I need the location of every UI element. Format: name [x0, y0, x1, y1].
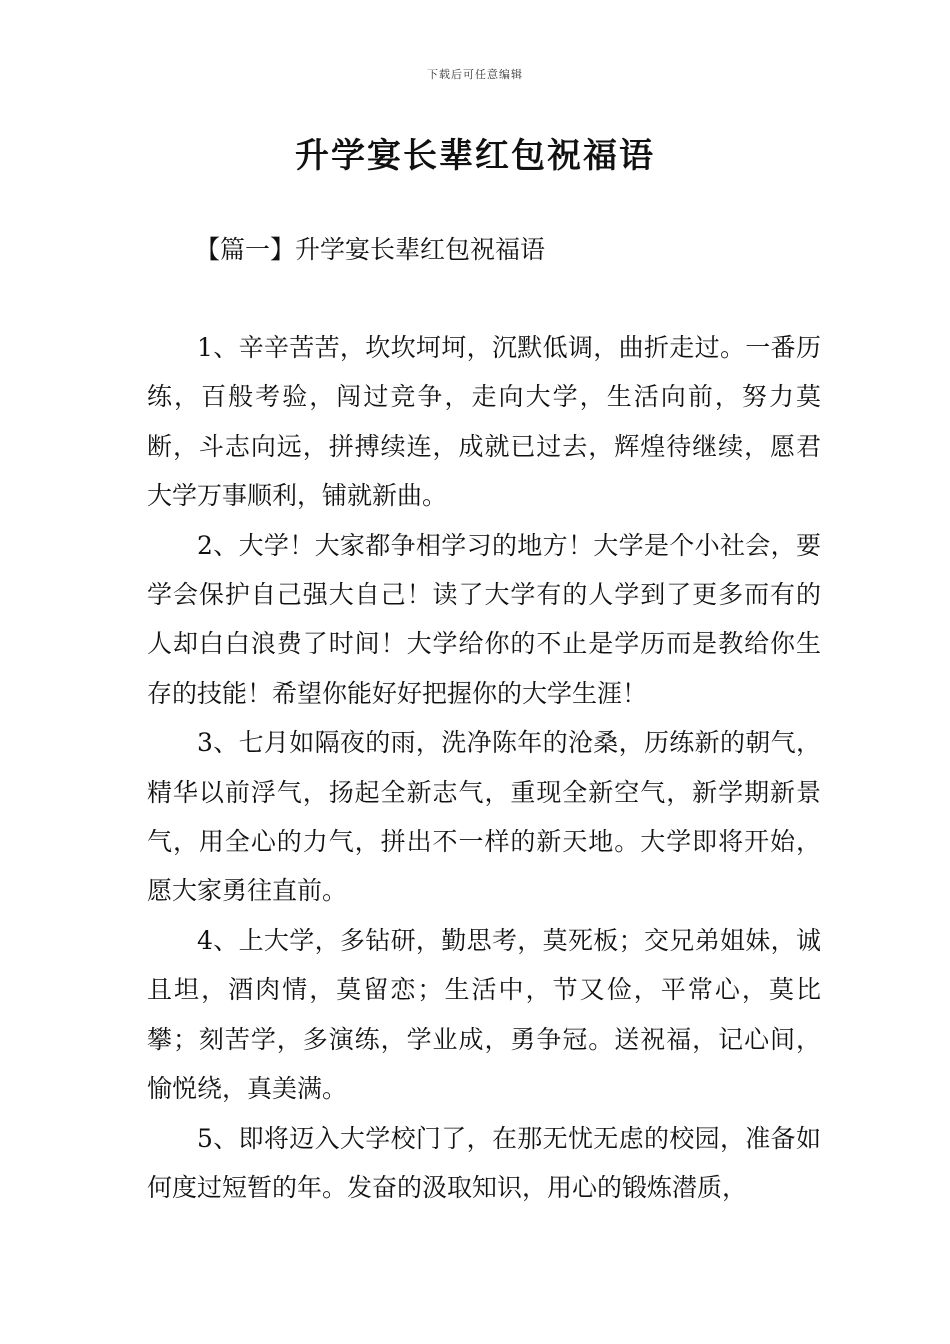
paragraph-4: 4、上大学，多钻研，勤思考，莫死板；交兄弟姐妹，诚且坦，酒肉情，莫留恋；生活中，节又俭，平常心，莫比攀；刻苦学，多演练，学业成，勇争冠。送祝福，记心间，愉悦绕，真美满。 [147, 925, 821, 1104]
paragraph-1: 1、辛辛苦苦，坎坎坷坷，沉默低调，曲折走过。一番历练，百般考验，闯过竞争，走向大学，生活向前，努力莫断，斗志向远，拼搏续连，成就已过去，辉煌待继续，愿君大学万事顺利，铺就新曲。 [147, 333, 821, 511]
section-heading: 【篇一】升学宴长辈红包祝福语 [195, 235, 546, 264]
body-text [147, 323, 821, 1212]
header-note: 下载后可任意编辑 [427, 68, 523, 81]
paragraph-3: 3、七月如隔夜的雨，洗净陈年的沧桑，历练新的朝气，精华以前浮气，扬起全新志气，重现全新空气，新学期新景气，用全心的力气，拼出不一样的新天地。大学即将开始，愿大家勇往直前。 [147, 728, 821, 906]
paragraph-5: 5、即将迈入大学校门了，在那无忧无虑的校园，准备如何度过短暂的年。发奋的汲取知识，用心的锻炼潜质， [147, 1123, 821, 1202]
paragraph-2: 2、大学！大家都争相学习的地方！大学是个小社会，要学会保护自己强大自己！读了大学有的人学到了更多而有的人却白白浪费了时间！大学给你的不止是学历而是教给你生存的技能！希望你能好好把握你的大学生涯！ [147, 530, 821, 708]
document-title: 升学宴长辈红包祝福语 [295, 136, 655, 176]
